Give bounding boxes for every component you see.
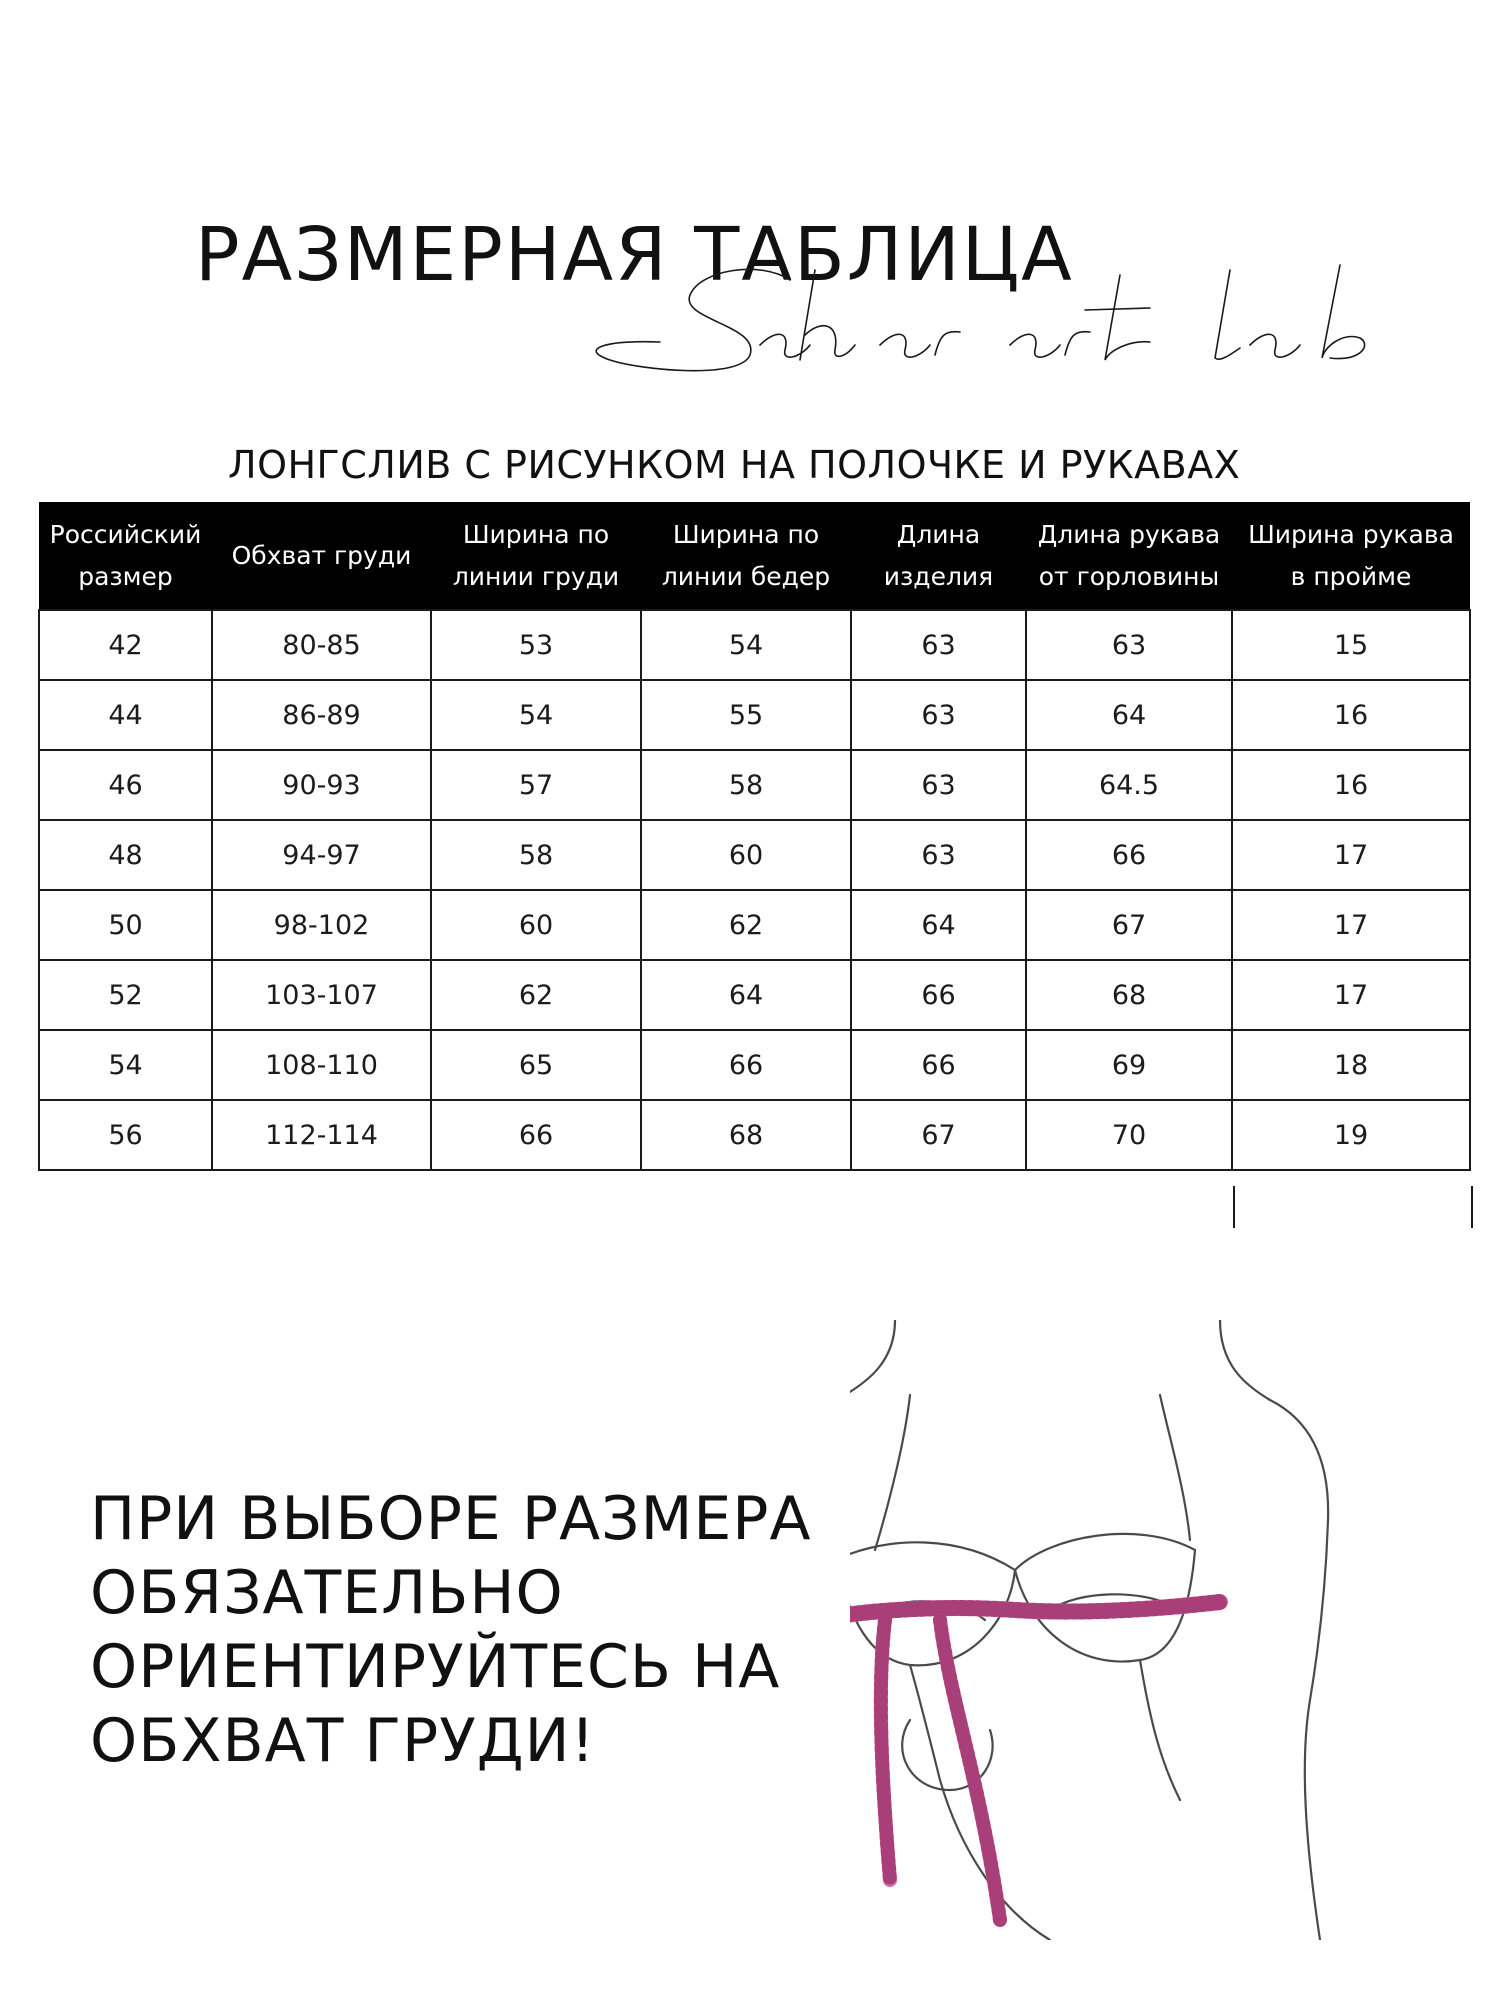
cell-sleeve-length: 68 (1026, 960, 1232, 1030)
cell-sleeve-width: 19 (1232, 1100, 1470, 1170)
cell-sleeve-length: 63 (1026, 610, 1232, 680)
cell-length: 63 (851, 750, 1026, 820)
table-row (39, 1030, 1470, 1100)
page-title: РАЗМЕРНАЯ ТАБЛИЦА (195, 212, 1074, 298)
cell-size: 56 (39, 1100, 212, 1170)
cell-sleeve-width: 17 (1232, 820, 1470, 890)
notice-line: ПРИ ВЫБОРЕ РАЗМЕРА (90, 1484, 812, 1554)
notice-line: ОБХВАТ ГРУДИ! (90, 1706, 596, 1776)
column-header: Длина изделия (851, 502, 1026, 610)
cell-chest: 90-93 (212, 750, 431, 820)
cell-hip-width: 54 (641, 610, 851, 680)
table-header-row (39, 502, 1470, 610)
cell-sleeve-length: 69 (1026, 1030, 1232, 1100)
cell-size: 54 (39, 1030, 212, 1100)
cell-length: 66 (851, 1030, 1026, 1100)
table-row (39, 960, 1470, 1030)
product-subtitle: ЛОНГСЛИВ С РИСУНКОМ НА ПОЛОЧКЕ И РУКАВАХ (228, 443, 1241, 487)
table-stub-divider (1233, 1186, 1473, 1228)
cell-chest: 108-110 (212, 1030, 431, 1100)
cell-chest: 103-107 (212, 960, 431, 1030)
cell-length: 66 (851, 960, 1026, 1030)
cell-hip-width: 55 (641, 680, 851, 750)
cell-sleeve-length: 64 (1026, 680, 1232, 750)
cell-chest: 112-114 (212, 1100, 431, 1170)
cell-hip-width: 66 (641, 1030, 851, 1100)
bust-measuring-tape-icon (850, 1320, 1410, 1940)
column-header: Ширина рукава в пройме (1232, 502, 1470, 610)
cell-chest-width: 66 (431, 1100, 641, 1170)
cell-chest-width: 58 (431, 820, 641, 890)
notice-line: ОБЯЗАТЕЛЬНО (90, 1558, 564, 1628)
cell-length: 63 (851, 820, 1026, 890)
cell-size: 46 (39, 750, 212, 820)
cell-sleeve-width: 17 (1232, 960, 1470, 1030)
size-notice (90, 1482, 812, 1778)
cell-chest: 86-89 (212, 680, 431, 750)
cell-size: 42 (39, 610, 212, 680)
cell-sleeve-width: 16 (1232, 750, 1470, 820)
cell-hip-width: 62 (641, 890, 851, 960)
column-header: Ширина по линии груди (431, 502, 641, 610)
column-header: Российский размер (39, 502, 212, 610)
cell-chest-width: 53 (431, 610, 641, 680)
cell-hip-width: 58 (641, 750, 851, 820)
cell-sleeve-length: 66 (1026, 820, 1232, 890)
cell-sleeve-width: 18 (1232, 1030, 1470, 1100)
cell-length: 67 (851, 1100, 1026, 1170)
size-table (38, 502, 1471, 1171)
cell-length: 63 (851, 610, 1026, 680)
cell-size: 44 (39, 680, 212, 750)
cell-sleeve-width: 15 (1232, 610, 1470, 680)
table-row (39, 1100, 1470, 1170)
column-header: Ширина по линии бедер (641, 502, 851, 610)
cell-size: 48 (39, 820, 212, 890)
cell-length: 63 (851, 680, 1026, 750)
cell-hip-width: 64 (641, 960, 851, 1030)
table-row (39, 890, 1470, 960)
cell-chest: 94-97 (212, 820, 431, 890)
cell-sleeve-width: 17 (1232, 890, 1470, 960)
column-header: Длина рукава от горловины (1026, 502, 1232, 610)
table-row (39, 750, 1470, 820)
notice-line: ОРИЕНТИРУЙТЕСЬ НА (90, 1632, 781, 1702)
cell-sleeve-length: 70 (1026, 1100, 1232, 1170)
column-header: Обхват груди (212, 502, 431, 610)
brand-signature-logo (0, 250, 1500, 400)
cell-sleeve-width: 16 (1232, 680, 1470, 750)
cell-size: 52 (39, 960, 212, 1030)
cell-chest-width: 60 (431, 890, 641, 960)
cell-hip-width: 60 (641, 820, 851, 890)
cell-chest: 98-102 (212, 890, 431, 960)
cell-sleeve-length: 67 (1026, 890, 1232, 960)
cell-hip-width: 68 (641, 1100, 851, 1170)
cell-length: 64 (851, 890, 1026, 960)
cell-chest-width: 54 (431, 680, 641, 750)
table-row (39, 680, 1470, 750)
cell-sleeve-length: 64.5 (1026, 750, 1232, 820)
cell-chest-width: 57 (431, 750, 641, 820)
table-row (39, 820, 1470, 890)
cell-size: 50 (39, 890, 212, 960)
cell-chest: 80-85 (212, 610, 431, 680)
table-row (39, 610, 1470, 680)
cell-chest-width: 62 (431, 960, 641, 1030)
cell-chest-width: 65 (431, 1030, 641, 1100)
